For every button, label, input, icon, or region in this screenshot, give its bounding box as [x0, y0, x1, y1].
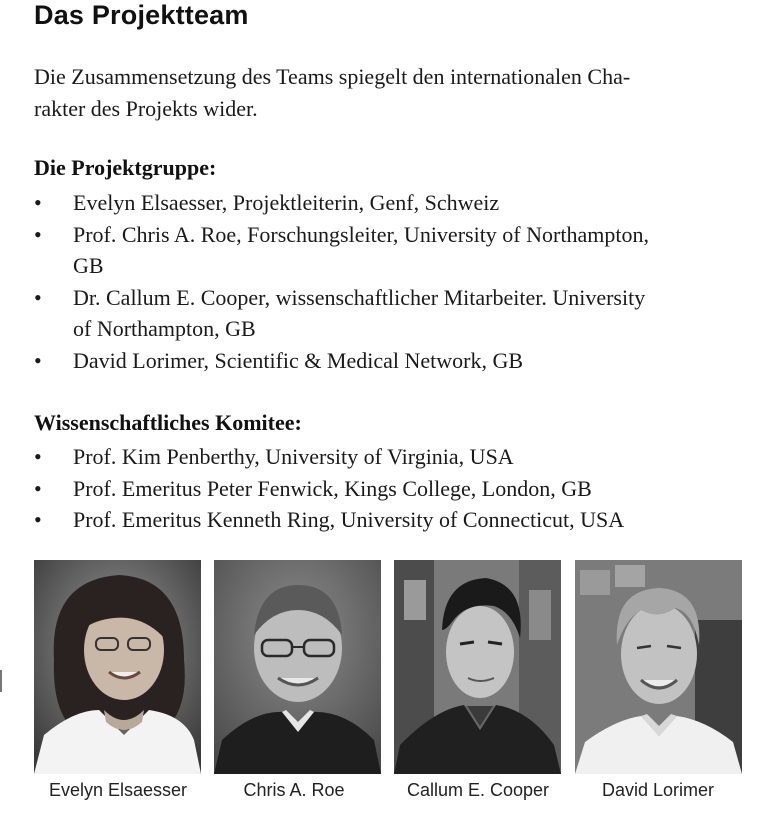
- list-item: • Prof. Emeritus Kenneth Ring, University of Connecticut, USA: [34, 504, 733, 536]
- intro-line-1: Die Zusammensetzung des Teams spiegelt den internationalen Cha-: [34, 64, 631, 89]
- list-item: • Prof. Emeritus Peter Fenwick, Kings College, London, GB: [34, 473, 733, 505]
- list-item: • Prof. Chris A. Roe, Forschungsleiter, University of Northampton, GB: [34, 219, 653, 282]
- bullet-icon: •: [34, 507, 42, 532]
- bullet-icon: •: [34, 284, 42, 310]
- list-item: • Prof. Kim Penberthy, University of Virginia, USA: [34, 441, 733, 473]
- photo-caption: Chris A. Roe: [243, 780, 345, 800]
- photo-caption: Callum E. Cooper: [406, 780, 550, 800]
- bullet-icon: •: [34, 475, 42, 501]
- page-title: Das Projektteam: [34, 0, 249, 30]
- photo-caption: Evelyn Elsaesser: [48, 780, 188, 800]
- photo-david-lorimer: [575, 560, 742, 774]
- intro-line-2: rakter des Projekts wider.: [34, 95, 258, 121]
- bullet-icon: •: [34, 444, 42, 469]
- photo-chris-roe: [214, 560, 381, 774]
- intro-paragraph: [34, 61, 724, 124]
- committee-heading: Wissenschaftliches Komitee:: [34, 410, 302, 435]
- photo-evelyn-elsaesser: [34, 560, 201, 774]
- bullet-icon: •: [34, 190, 42, 215]
- photo-caption: David Lorimer: [601, 780, 715, 800]
- project-group-list: [34, 187, 653, 376]
- bullet-icon: •: [34, 221, 42, 247]
- committee-list: [34, 441, 733, 536]
- bullet-icon: •: [34, 347, 42, 373]
- list-item: • Evelyn Elsaesser, Projektleiterin, Genf, Schweiz: [34, 187, 653, 219]
- list-item: • Dr. Callum E. Cooper, wissenschaftlicher Mitarbeiter. University of Northampton, GB: [34, 282, 653, 345]
- team-photos: [34, 560, 744, 774]
- photo-callum-cooper: [394, 560, 561, 774]
- list-item: • David Lorimer, Scientific & Medical Network, GB: [34, 345, 653, 377]
- project-group-heading: Die Projektgruppe:: [34, 155, 217, 180]
- margin-mark: [0, 670, 2, 692]
